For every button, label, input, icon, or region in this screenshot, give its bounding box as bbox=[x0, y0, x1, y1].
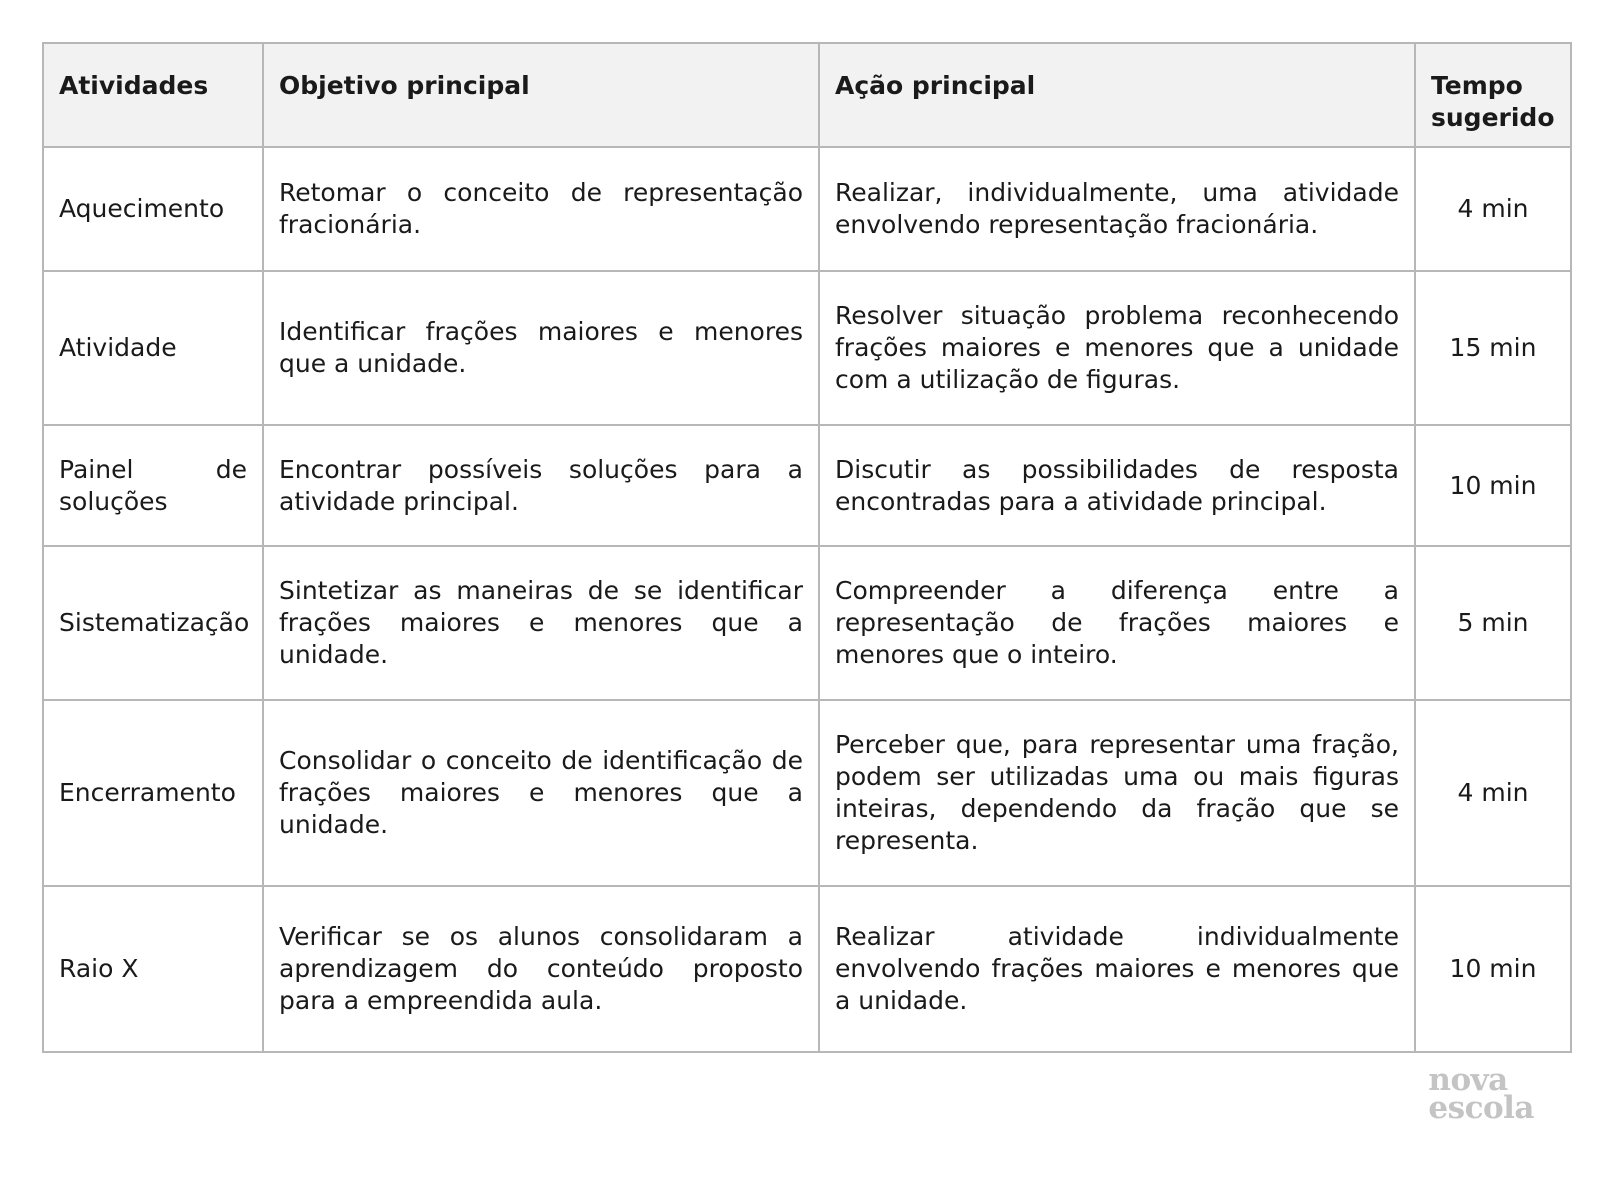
activity-cell bbox=[43, 147, 263, 271]
objective-cell bbox=[263, 425, 819, 546]
activity-text: Aquecimento bbox=[59, 194, 225, 223]
header-activities: Atividades bbox=[43, 43, 263, 147]
activity-text: Atividade bbox=[59, 333, 177, 362]
action-text: Discutir as possibilidades de resposta encontradas para a atividade principal. bbox=[835, 454, 1399, 516]
header-main-objective: Objetivo principal bbox=[263, 43, 819, 147]
activity-cell bbox=[43, 700, 263, 886]
action-cell bbox=[819, 700, 1415, 886]
action-cell bbox=[819, 425, 1415, 546]
objective-text: Sintetizar as maneiras de se identificar frações maiores e menores que a unidade. bbox=[279, 576, 803, 669]
objective-text: Verificar se os alunos consolidaram a aprendizagem do conteúdo proposto para a empreendida aula. bbox=[279, 922, 803, 1015]
time-text: 4 min bbox=[1457, 778, 1529, 807]
objective-cell bbox=[263, 147, 819, 271]
time-text: 5 min bbox=[1457, 608, 1529, 637]
action-text: Resolver situação problema reconhecendo frações maiores e menores que a unidade com a utilização de figuras. bbox=[835, 301, 1399, 394]
action-text: Realizar, individualmente, uma atividade envolvendo representação fracionária. bbox=[835, 178, 1399, 239]
time-cell bbox=[1415, 271, 1571, 425]
activity-cell bbox=[43, 546, 263, 700]
header-main-action: Ação principal bbox=[819, 43, 1415, 147]
time-cell bbox=[1415, 546, 1571, 700]
time-text: 10 min bbox=[1449, 470, 1537, 500]
action-text: Perceber que, para representar uma fração, podem ser utilizadas uma ou mais figuras inteiras, dependendo da fração que se representa. bbox=[835, 730, 1399, 855]
objective-cell bbox=[263, 271, 819, 425]
objective-text: Identificar frações maiores e menores que a unidade. bbox=[279, 317, 803, 378]
objective-text: Consolidar o conceito de identificação de frações maiores e menores que a unidade. bbox=[279, 746, 803, 839]
header-suggested-time: Tempo sugerido bbox=[1415, 43, 1571, 147]
activity-cell bbox=[43, 425, 263, 546]
activity-text: Painel de soluções bbox=[59, 454, 247, 516]
action-text: Realizar atividade individualmente envolvendo frações maiores e menores que a unidade. bbox=[835, 922, 1399, 1015]
objective-cell bbox=[263, 546, 819, 700]
table-row bbox=[43, 546, 1571, 700]
time-text: 10 min bbox=[1449, 954, 1537, 983]
logo-line-escola: escola bbox=[1428, 1090, 1534, 1126]
action-cell bbox=[819, 886, 1415, 1052]
activity-text: Raio X bbox=[59, 954, 139, 983]
action-text: Compreender a diferença entre a representação de frações maiores e menores que o inteiro. bbox=[835, 576, 1399, 669]
action-cell bbox=[819, 271, 1415, 425]
objective-cell bbox=[263, 700, 819, 886]
table-row bbox=[43, 700, 1571, 886]
table-row bbox=[43, 886, 1571, 1052]
table-row bbox=[43, 425, 1571, 546]
time-text: 15 min bbox=[1449, 333, 1537, 362]
table-row bbox=[43, 271, 1571, 425]
header-row bbox=[43, 43, 1571, 147]
action-cell bbox=[819, 147, 1415, 271]
nova-escola-logo bbox=[1428, 1062, 1534, 1126]
time-cell bbox=[1415, 886, 1571, 1052]
table-header bbox=[43, 43, 1571, 147]
time-cell bbox=[1415, 147, 1571, 271]
time-cell bbox=[1415, 425, 1571, 546]
lesson-plan-table bbox=[42, 42, 1572, 1053]
activity-text: Encerramento bbox=[59, 778, 236, 807]
action-cell bbox=[819, 546, 1415, 700]
logo-line-nova: nova bbox=[1428, 1062, 1508, 1098]
time-text: 4 min bbox=[1457, 194, 1529, 223]
table-body bbox=[43, 147, 1571, 1052]
activity-cell bbox=[43, 271, 263, 425]
objective-text: Encontrar possíveis soluções para a atividade principal. bbox=[279, 454, 803, 516]
time-cell bbox=[1415, 700, 1571, 886]
activity-cell bbox=[43, 886, 263, 1052]
table-row bbox=[43, 147, 1571, 271]
objective-cell bbox=[263, 886, 819, 1052]
objective-text: Retomar o conceito de representação fracionária. bbox=[279, 178, 803, 239]
activity-text: Sistematização bbox=[59, 608, 250, 637]
